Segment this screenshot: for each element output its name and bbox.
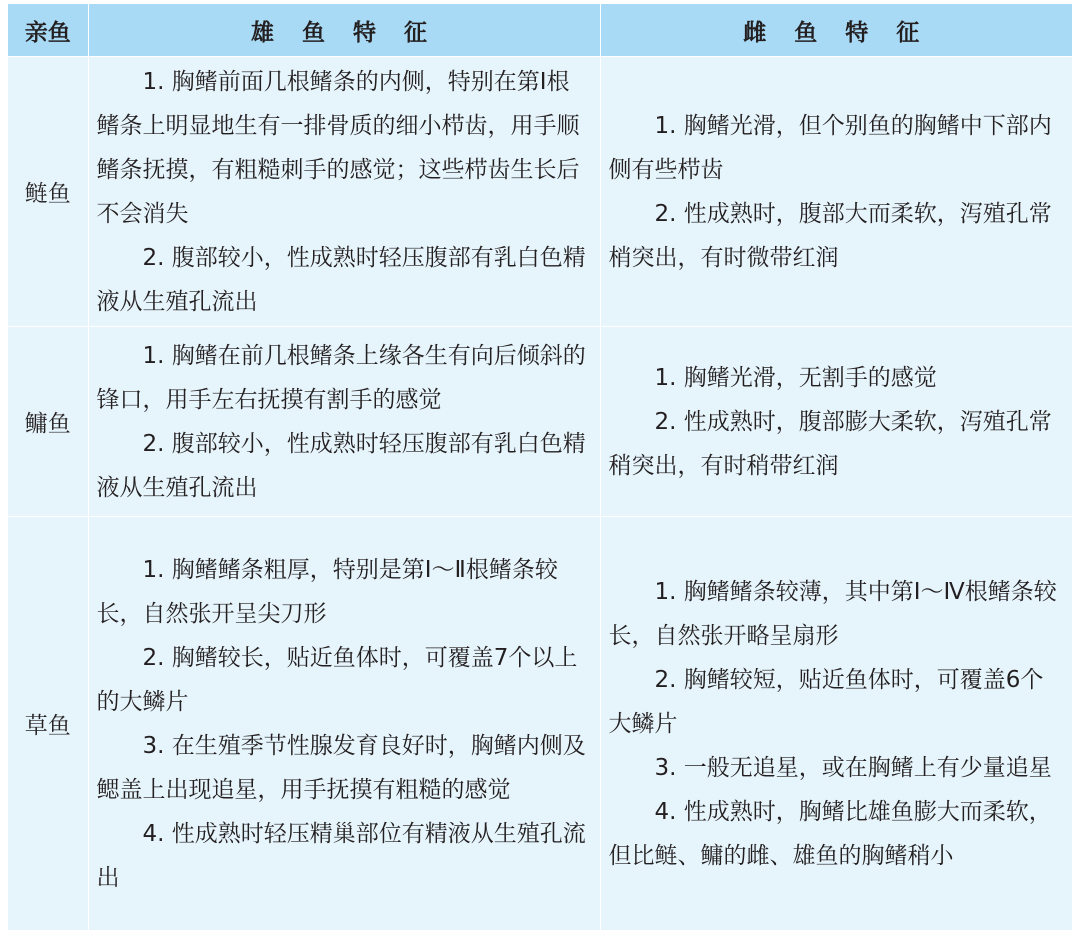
male-features-cell xyxy=(88,57,600,327)
female-feature-item: 4. 性成熟时，胸鳍比雄鱼膨大而柔软，但比鲢、鳙的雌、雄鱼的胸鳍稍小 xyxy=(608,798,1052,869)
table-row-silver-carp xyxy=(8,57,1072,327)
male-feature-item: 4. 性成熟时轻压精巢部位有精液从生殖孔流出 xyxy=(96,820,586,891)
female-features-cell xyxy=(600,57,1072,327)
male-feature-item: 1. 胸鳍在前几根鳍条上缘各生有向后倾斜的锋口，用手左右抚摸有割手的感觉 xyxy=(96,342,586,413)
table-row-grass-carp xyxy=(8,517,1072,931)
male-features-cell xyxy=(88,327,600,517)
fish-name: 草鱼 xyxy=(8,517,88,931)
male-features-cell xyxy=(88,517,600,931)
table-row-bighead-carp xyxy=(8,327,1072,517)
female-feature-item: 1. 胸鳍鳍条较薄，其中第Ⅰ～Ⅳ根鳍条较长，自然张开略呈扇形 xyxy=(608,578,1057,649)
fish-name: 鲢鱼 xyxy=(8,57,88,327)
header-parent-fish: 亲鱼 xyxy=(8,4,88,57)
female-feature-item: 1. 胸鳍光滑，无割手的感觉 xyxy=(654,364,937,391)
header-female-features: 雌 鱼 特 征 xyxy=(600,4,1072,57)
header-male-features: 雄 鱼 特 征 xyxy=(88,4,600,57)
table-header-row xyxy=(8,4,1072,57)
female-feature-item: 2. 性成熟时，腹部大而柔软，泻殖孔常梢突出，有时微带红润 xyxy=(608,200,1052,271)
female-features-cell xyxy=(600,517,1072,931)
male-feature-item: 1. 胸鳍前面几根鳍条的内侧，特别在第Ⅰ根鳍条上明显地生有一排骨质的细小栉齿，用手顺鳍条抚摸，有粗糙刺手的感觉；这些栉齿生长后不会消失 xyxy=(96,68,580,227)
male-feature-item: 2. 胸鳍较长，贴近鱼体时，可覆盖7个以上的大鳞片 xyxy=(96,644,578,715)
female-features-cell xyxy=(600,327,1072,517)
fish-sex-characteristics-table xyxy=(8,4,1072,931)
fish-name: 鳙鱼 xyxy=(8,327,88,517)
male-feature-item: 1. 胸鳍鳍条粗厚，特别是第Ⅰ～Ⅱ根鳍条较长，自然张开呈尖刀形 xyxy=(96,556,558,627)
male-feature-item: 2. 腹部较小，性成熟时轻压腹部有乳白色精液从生殖孔流出 xyxy=(96,244,586,315)
comparison-table-container xyxy=(8,4,1072,931)
female-feature-item: 3. 一般无追星，或在胸鳍上有少量追星 xyxy=(654,754,1052,781)
female-feature-item: 1. 胸鳍光滑，但个别鱼的胸鳍中下部内侧有些栉齿 xyxy=(608,112,1052,183)
male-feature-item: 3. 在生殖季节性腺发育良好时，胸鳍内侧及鳃盖上出现追星，用手抚摸有粗糙的感觉 xyxy=(96,732,586,803)
female-feature-item: 2. 性成熟时，腹部膨大柔软，泻殖孔常稍突出，有时稍带红润 xyxy=(608,408,1052,479)
female-feature-item: 2. 胸鳍较短，贴近鱼体时，可覆盖6个大鳞片 xyxy=(608,666,1044,737)
male-feature-item: 2. 腹部较小，性成熟时轻压腹部有乳白色精液从生殖孔流出 xyxy=(96,430,586,501)
